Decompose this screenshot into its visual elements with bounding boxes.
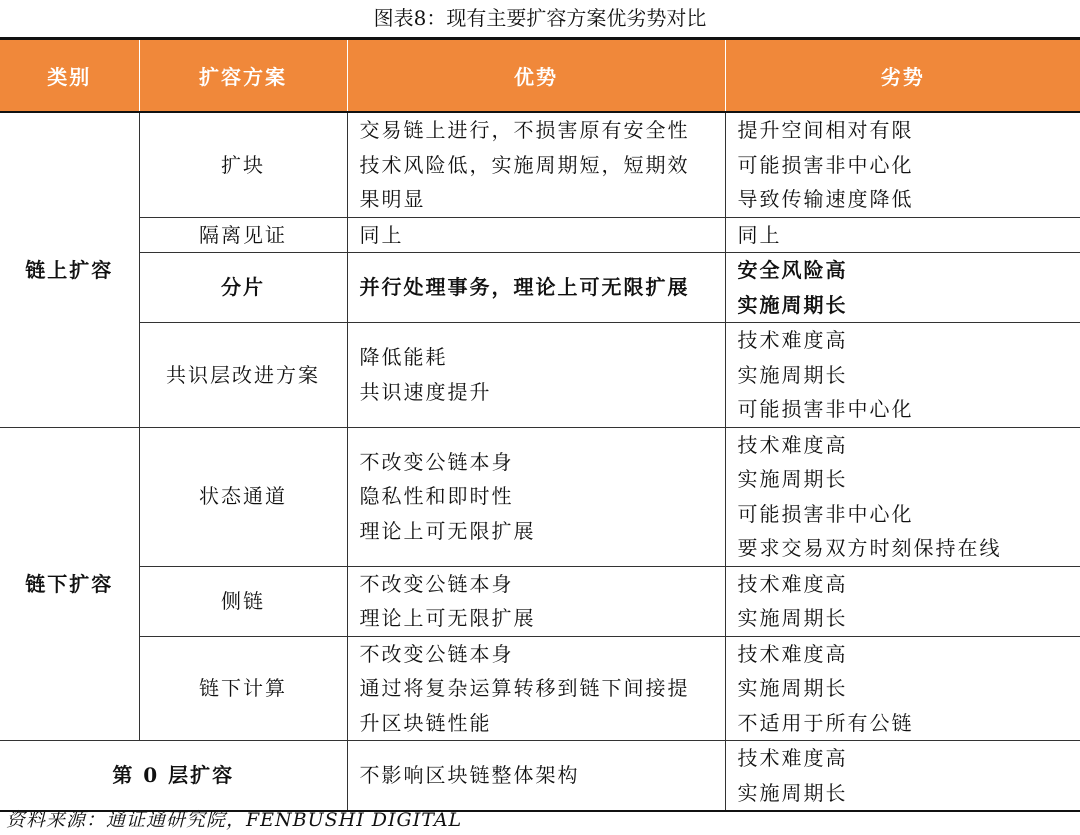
cons-line: 技术难度高 xyxy=(737,746,848,770)
cons-line: 实施周期长 xyxy=(737,292,848,317)
pros-cell xyxy=(347,217,725,253)
pros-cell xyxy=(347,253,725,323)
cons-line: 实施周期长 xyxy=(737,606,848,630)
pros-cell xyxy=(347,741,725,812)
cons-cell xyxy=(725,112,1080,217)
pros-cell xyxy=(347,636,725,741)
pros-line: 理论上可无限扩展 xyxy=(359,606,536,630)
pros-line: 同上 xyxy=(359,222,404,247)
category-offchain: 链下扩容 xyxy=(0,427,139,741)
table-row xyxy=(0,741,1080,812)
table-row xyxy=(0,636,1080,741)
category-onchain: 链上扩容 xyxy=(0,112,139,427)
figure-title: 图表8：现有主要扩容方案优劣势对比 xyxy=(373,6,707,30)
cons-cell xyxy=(725,217,1080,253)
cons-line: 提升空间相对有限 xyxy=(737,118,914,142)
cons-line: 技术难度高 xyxy=(737,641,848,666)
cons-line: 实施周期长 xyxy=(737,780,848,805)
table-row xyxy=(0,566,1080,636)
pros-line: 理论上可无限扩展 xyxy=(359,518,536,543)
table-row xyxy=(0,217,1080,253)
pros-line: 共识速度提升 xyxy=(359,379,492,404)
cons-line: 可能损害非中心化 xyxy=(737,152,914,177)
solution-cell: 状态通道 xyxy=(139,427,347,566)
cons-line: 实施周期长 xyxy=(737,467,848,491)
cons-line: 不适用于所有公链 xyxy=(737,710,914,735)
pros-line: 交易链上进行，不损害原有安全性 xyxy=(359,118,690,142)
pros-cell xyxy=(347,323,725,428)
cons-line: 安全风险高 xyxy=(737,258,848,282)
pros-cell xyxy=(347,566,725,636)
pros-cell xyxy=(347,112,725,217)
cons-line: 技术难度高 xyxy=(737,571,848,596)
solution-cell: 链下计算 xyxy=(139,636,347,741)
pros-line: 隐私性和即时性 xyxy=(359,484,514,509)
solution-cell: 共识层改进方案 xyxy=(139,323,347,428)
cons-cell xyxy=(725,253,1080,323)
cons-line: 实施周期长 xyxy=(737,362,848,387)
pros-line: 不改变公链本身 xyxy=(359,571,514,596)
cons-line: 可能损害非中心化 xyxy=(737,397,914,421)
header-cons: 劣势 xyxy=(725,39,1080,113)
header-solution: 扩容方案 xyxy=(139,39,347,113)
comparison-table xyxy=(0,37,1080,812)
solution-cell: 侧链 xyxy=(139,566,347,636)
header-pros: 优势 xyxy=(347,39,725,113)
cons-line: 实施周期长 xyxy=(737,676,848,700)
pros-line: 不改变公链本身 xyxy=(359,641,514,666)
cons-line: 导致传输速度降低 xyxy=(737,187,914,211)
pros-line: 不影响区块链整体架构 xyxy=(359,763,580,788)
table-row xyxy=(0,427,1080,566)
pros-line: 不改变公链本身 xyxy=(359,449,514,474)
table-row xyxy=(0,253,1080,323)
header-row xyxy=(0,39,1080,113)
cons-line: 同上 xyxy=(737,222,782,247)
cons-line: 技术难度高 xyxy=(737,328,848,352)
category-layer0: 第 0 层扩容 xyxy=(0,741,347,812)
cons-cell xyxy=(725,427,1080,566)
cons-cell xyxy=(725,566,1080,636)
cons-cell xyxy=(725,323,1080,428)
solution-cell: 分片 xyxy=(139,253,347,323)
solution-cell: 隔离见证 xyxy=(139,217,347,253)
header-category: 类别 xyxy=(0,39,139,113)
pros-line: 降低能耗 xyxy=(359,345,448,370)
pros-line: 果明显 xyxy=(359,187,426,211)
pros-cell xyxy=(347,427,725,566)
pros-line: 通过将复杂运算转移到链下间接提 xyxy=(359,676,690,700)
pros-line: 技术风险低，实施周期短，短期效 xyxy=(359,152,690,177)
pros-line: 并行处理事务，理论上可无限扩展 xyxy=(359,275,690,300)
solution-cell: 扩块 xyxy=(139,112,347,217)
source-note: 资料来源：通证通研究院，FENBUSHI DIGITAL xyxy=(6,809,463,831)
cons-line: 技术难度高 xyxy=(737,432,848,457)
table-row xyxy=(0,323,1080,428)
cons-cell xyxy=(725,636,1080,741)
cons-cell xyxy=(725,741,1080,812)
cons-line: 可能损害非中心化 xyxy=(737,501,914,526)
table-row xyxy=(0,112,1080,217)
cons-line: 要求交易双方时刻保持在线 xyxy=(737,536,1002,560)
pros-line: 升区块链性能 xyxy=(359,710,492,735)
